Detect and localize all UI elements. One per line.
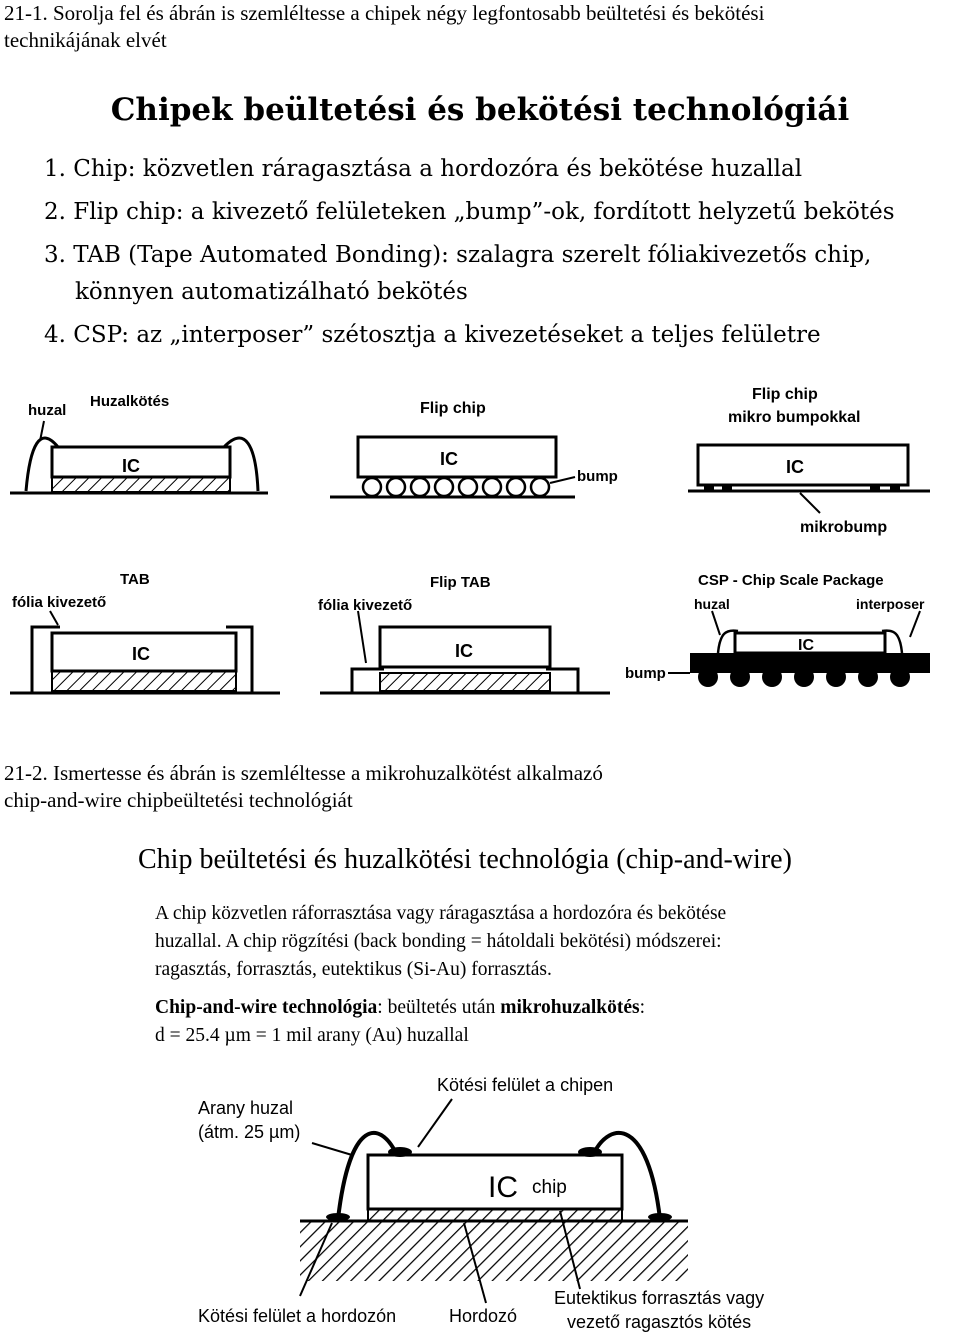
label-interposer: interposer [856, 596, 925, 612]
label-folia-kivezeto-1: fólia kivezető [12, 594, 107, 611]
substrate-pad-label: Kötési felület a hordozón [198, 1306, 397, 1326]
list-item-3-continuation: könnyen automatizálható bekötés [75, 279, 468, 305]
slide-1-title: Chipek beültetési és bekötési technológiái [110, 92, 850, 128]
label-ic-1: IC [122, 456, 140, 476]
flip-tab-diagram [318, 574, 666, 693]
wire-diameter-line: d = 25.4 µm = 1 mil arany (Au) huzallal [155, 1025, 469, 1046]
gold-wire-label-line-1: Arany huzal [198, 1098, 294, 1118]
label-huzal-csp: huzal [694, 596, 730, 612]
label-mikro-bumpokkal: mikro bumpokkal [728, 409, 861, 426]
wire-bond-diagram [10, 393, 268, 493]
label-huzalkotes: Huzalkötés [90, 393, 170, 410]
label-ic-chip: IC [488, 1171, 518, 1204]
label-tab: TAB [120, 571, 150, 588]
eutectic-label-line-1: Eutektikus forrasztás vagy [554, 1288, 765, 1308]
question-1-line-2: technikájának elvét [4, 28, 167, 52]
micro-bump-diagram [688, 386, 930, 536]
tab-diagram [10, 571, 280, 693]
slide-2-title: Chip beültetési és huzalkötési technológia (chip-and-wire) [138, 844, 792, 875]
gold-wire-label-line-2: (átm. 25 µm) [198, 1122, 301, 1142]
label-flip-tab: Flip TAB [430, 574, 491, 591]
eutectic-label-line-2: vezető ragasztós kötés [566, 1312, 752, 1332]
question-2-line-2: chip-and-wire chipbeültetési technológiát [4, 788, 353, 812]
label-mikrobump: mikrobump [800, 519, 888, 536]
paragraph-2-mid: : beültetés után [377, 997, 501, 1018]
csp-diagram [668, 572, 930, 687]
paragraph-1-line-3: ragasztás, forrasztás, eutektikus (Si-Au) forrasztás. [155, 959, 552, 980]
slide-2-paragraph-1 [155, 900, 726, 984]
eutectic-label [554, 1286, 764, 1334]
question-2 [4, 760, 603, 814]
list-item-3: 3. TAB (Tape Automated Bonding): szalagra szerelt fóliakivezetős chip, [44, 242, 872, 268]
label-chip: chip [532, 1177, 567, 1198]
substrate-label: Hordozó [449, 1306, 518, 1326]
question-1-line-1: 21-1. Sorolja fel és ábrán is szemléltesse a chipek négy legfontosabb beültetési és bekötési [4, 1, 765, 25]
packaging-diagrams [0, 375, 960, 705]
label-ic-5: IC [455, 641, 473, 661]
label-flip-chip-2: Flip chip [752, 386, 818, 403]
chip-and-wire-term: Chip-and-wire technológia [155, 997, 378, 1018]
label-folia-kivezeto-2: fólia kivezető [318, 597, 413, 614]
flip-chip-diagram [330, 400, 618, 497]
chip-pad-label: Kötési felület a chipen [437, 1075, 614, 1095]
technology-list [44, 148, 895, 357]
label-ic-6: IC [798, 637, 814, 654]
label-ic-2: IC [440, 449, 458, 469]
paragraph-1-line-2: huzallal. A chip rögzítési (back bonding = hátoldali bekötési) módszerei: [155, 931, 722, 952]
label-bump-2: bump [625, 665, 666, 682]
label-ic-4: IC [132, 644, 150, 664]
question-2-line-1: 21-2. Ismertesse és ábrán is szemléltesse a mikrohuzalkötést alkalmazó [4, 761, 603, 785]
question-1 [4, 0, 764, 54]
list-item-4: 4. CSP: az „interposer” szétosztja a kivezetéseket a teljes felületre [44, 322, 821, 348]
paragraph-1-line-1: A chip közvetlen ráforrasztása vagy ráragasztása a hordozóra és bekötése [155, 903, 727, 924]
microwire-term: mikrohuzalkötés [500, 997, 640, 1018]
slide-2-paragraph-2 [155, 994, 645, 1050]
label-csp: CSP - Chip Scale Package [698, 572, 884, 589]
label-ic-3: IC [786, 457, 804, 477]
list-item-2: 2. Flip chip: a kivezető felületeken „bump”-ok, fordított helyzetű bekötés [44, 199, 895, 225]
label-flip-chip: Flip chip [420, 400, 486, 417]
gold-wire-label [198, 1096, 300, 1144]
label-huzal: huzal [28, 402, 67, 419]
paragraph-2-end: : [639, 997, 646, 1018]
label-bump: bump [577, 468, 618, 485]
list-item-1: 1. Chip: közvetlen ráragasztása a hordozóra és bekötése huzallal [44, 156, 803, 182]
